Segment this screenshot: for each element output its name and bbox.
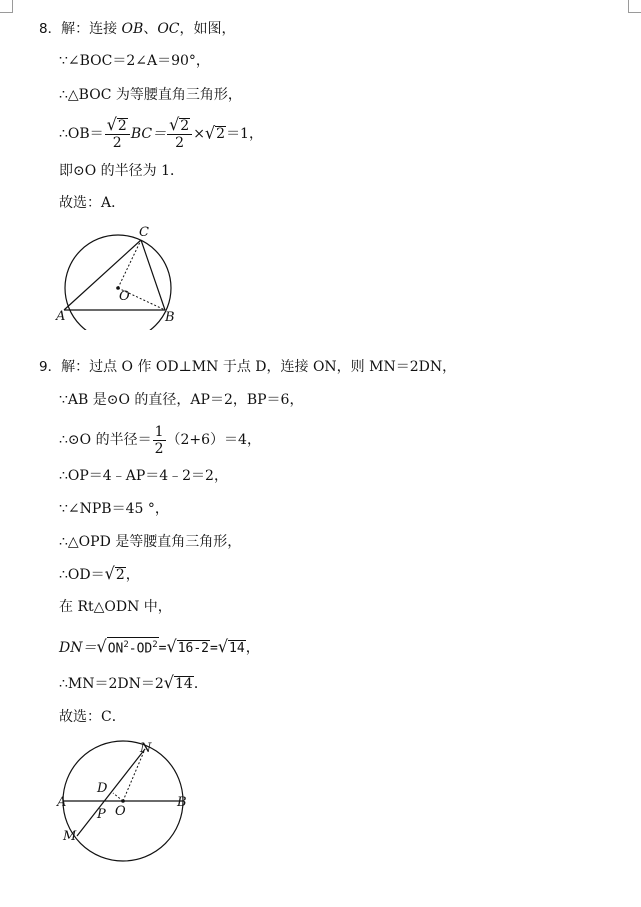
p9-line-4: ∴OP＝4﹣AP＝4﹣2＝2，: [59, 468, 228, 484]
p8-label-c: C: [139, 225, 149, 240]
p9-line-1: [39, 358, 456, 376]
p9-label-b: B: [177, 795, 187, 810]
p8-head: 解：: [61, 21, 90, 37]
p8-label-a: A: [56, 309, 66, 324]
p8-text: 连接: [89, 21, 122, 37]
p9-l7b: ，: [125, 567, 140, 583]
p9-label-o: O: [115, 804, 126, 819]
p9-center-dot: [121, 799, 125, 803]
p9-line-6: ∴△OPD 是等腰直角三角形，: [59, 534, 242, 550]
p9-l7a: ∴OD＝: [59, 567, 105, 583]
p9-l9b: ，: [245, 640, 260, 656]
p9-label-m: M: [63, 829, 77, 844]
p8-fraction-1: $\frac{√2}{2}$: [105, 117, 130, 151]
p9-number: 9．: [39, 359, 62, 375]
p9-l10-sqrt-body: 14: [174, 676, 193, 692]
p8-oc: OC: [157, 21, 180, 37]
page-corner-mark-right: [628, 0, 641, 13]
p8-frac2-den: 2: [175, 135, 185, 151]
p8-line-4: [59, 116, 263, 151]
p8-text-2: ，如图，: [179, 21, 236, 37]
p9-l10a: ∴MN＝2DN＝2: [59, 676, 164, 692]
p9-line-9: [59, 634, 260, 662]
p8-times: ×: [193, 126, 205, 142]
p8-line-2: ∵∠BOC＝2∠A＝90°，: [59, 53, 210, 69]
p8-frac1-den: 2: [112, 135, 122, 151]
p9-on: ON: [107, 641, 124, 656]
p9-od: -OD: [128, 641, 153, 656]
p9-frac-num: 1: [154, 423, 164, 440]
p9-l9-sqrt-2: √16-2: [166, 636, 210, 657]
p9-l10b: ．: [193, 676, 208, 692]
p9-line-7: [59, 565, 140, 584]
p9-line-5: ∵∠NPB＝45 °，: [59, 501, 169, 517]
p9-line-10: [59, 674, 208, 693]
p9-fraction: [153, 424, 166, 457]
p8-sqrt-body: 2: [216, 126, 226, 142]
p9-chord-mn: [77, 749, 145, 836]
p9-r14: 14: [229, 641, 245, 656]
p9-eq-2: =: [210, 641, 218, 656]
p9-r16: 16-2: [177, 641, 210, 656]
p9-circle-figure: [55, 738, 195, 863]
p9-label-n: N: [140, 741, 152, 756]
p8-frac2-num: 2: [180, 118, 190, 134]
p8-l4a: ∴OB＝: [59, 126, 104, 142]
p8-sep: 、: [143, 21, 158, 37]
p9-label-p: P: [97, 807, 106, 822]
p9-l1: 解：过点 O 作 OD⊥MN 于点 D，连接 ON，则 MN＝2DN，: [61, 359, 457, 375]
p9-l3a: ∴⊙O 的半径＝: [59, 432, 152, 448]
p9-l7-sqrt: √2: [104, 563, 125, 584]
p8-l4b: BC＝: [130, 126, 167, 142]
p9-line-3: [59, 423, 261, 457]
page-corner-mark-left: [0, 0, 13, 13]
p9-frac-den: 2: [154, 440, 164, 457]
p9-l10-sqrt: √14: [163, 672, 193, 693]
p8-number: 8．: [39, 21, 62, 37]
p8-frac1-num: 2: [117, 118, 127, 134]
p8-line-5: 即⊙O 的半径为 1．: [59, 163, 185, 179]
p9-l9-sqrt-1: $√ON^2-OD^2$: [96, 636, 158, 657]
p9-l3b: （2+6）＝4，: [166, 432, 261, 448]
p8-label-o: O: [119, 289, 130, 304]
p8-radius-oc: [118, 240, 141, 288]
p9-line-11: 故选：C．: [59, 709, 126, 725]
p8-chord-bc: [141, 240, 165, 310]
p9-l9-radicand: [107, 637, 159, 656]
p8-fraction-2: $\frac{√2}{2}$: [167, 117, 192, 151]
p8-circle-figure: [55, 222, 185, 330]
p8-l4d: ＝1，: [226, 126, 263, 142]
p9-line-8: 在 Rt△ODN 中，: [59, 599, 172, 615]
p9-line-2: ∵AB 是⊙O 的直径，AP＝2，BP＝6，: [59, 392, 304, 408]
p9-l7-sqrt-body: 2: [115, 567, 125, 583]
p9-eq-1: =: [158, 641, 167, 656]
p9-segment-on: [123, 749, 145, 801]
p9-label-a: A: [57, 795, 67, 810]
p9-l9a: DN＝: [59, 640, 97, 656]
p8-ob: OB: [121, 21, 144, 37]
p8-line-1: [39, 20, 236, 38]
p8-sqrt: √2: [204, 122, 226, 143]
p9-segment-od: [113, 793, 123, 801]
p8-line-6: 故选：A．: [59, 195, 126, 211]
p9-sup-1: 2: [123, 639, 129, 650]
p9-label-d: D: [97, 781, 108, 796]
p9-l9-sqrt-3: √14: [217, 636, 245, 657]
p8-line-3: ∴△BOC 为等腰直角三角形，: [59, 87, 242, 103]
p9-sup-2: 2: [152, 639, 158, 650]
p8-label-b: B: [165, 310, 175, 325]
